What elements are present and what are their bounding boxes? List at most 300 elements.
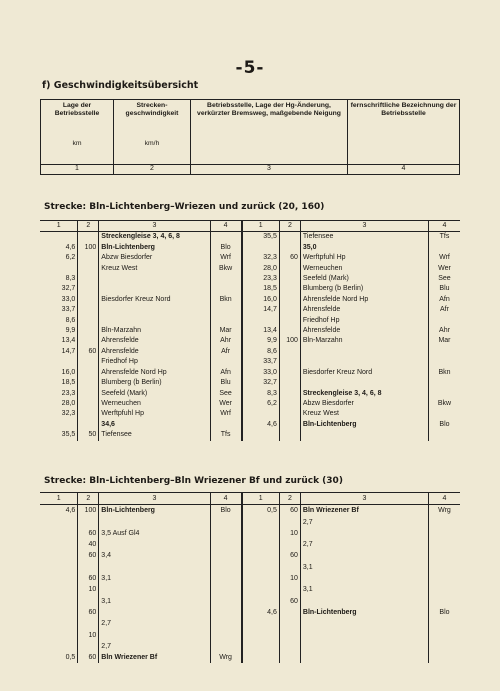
speed-cell <box>78 389 99 399</box>
code-cell: Wrf <box>428 253 460 263</box>
code-cell <box>210 618 242 629</box>
code-cell <box>210 517 242 528</box>
station-cell: Bln-Marzahn <box>300 336 428 346</box>
code-cell: Blu <box>210 378 242 388</box>
station-cell <box>99 630 210 641</box>
column-number: 1 <box>242 221 280 232</box>
km-cell <box>40 357 78 367</box>
speed-cell: 60 <box>279 550 300 561</box>
code-cell <box>210 305 242 315</box>
station-cell: Bln-Lichtenberg <box>300 420 428 430</box>
code-cell <box>210 584 242 595</box>
column-number: 2 <box>78 221 99 232</box>
speed-cell: 60 <box>279 505 300 517</box>
speed-cell <box>279 607 300 618</box>
speed-cell <box>78 562 99 573</box>
speed-cell <box>78 409 99 419</box>
page-number: -5- <box>235 58 265 78</box>
code-cell: Wrg <box>210 652 242 663</box>
station-cell <box>99 584 210 595</box>
station-cell: 2,7 <box>99 641 210 652</box>
header-num: 2 <box>114 165 191 175</box>
km-cell <box>40 596 78 607</box>
station-cell: Kreuz West <box>99 264 210 274</box>
speed-cell <box>279 584 300 595</box>
table-row <box>40 326 460 336</box>
km-cell <box>242 243 280 253</box>
station-cell: Kreuz West <box>300 409 428 419</box>
station-cell: Bln-Lichtenberg <box>99 505 210 517</box>
speed-cell: 100 <box>279 336 300 346</box>
table-row <box>40 550 460 561</box>
station-cell: Streckengleise 3, 4, 6, 8 <box>99 232 210 243</box>
speed-cell <box>279 652 300 663</box>
header-table <box>40 99 460 175</box>
station-cell: Abzw Biesdorfer <box>99 253 210 263</box>
table-row <box>40 539 460 550</box>
station-cell: 2,7 <box>300 517 428 528</box>
km-cell <box>40 562 78 573</box>
strecke2-table <box>40 492 460 663</box>
km-cell <box>40 517 78 528</box>
km-cell: 35,5 <box>61 431 76 439</box>
station-cell: Seefeld (Mark) <box>300 274 428 284</box>
station-cell: Ahrensfelde <box>300 326 428 336</box>
km-cell <box>242 539 280 550</box>
speed-cell <box>279 409 300 419</box>
code-cell <box>210 284 242 294</box>
km-cell: 33,7 <box>242 357 280 367</box>
code-cell <box>210 573 242 584</box>
station-cell: 3,5 Ausf Gl4 <box>99 528 210 539</box>
speed-cell: 100 <box>78 505 99 517</box>
km-cell: 28,0 <box>242 264 280 274</box>
station-cell <box>99 607 210 618</box>
table-row <box>40 652 460 663</box>
speed-cell <box>279 305 300 315</box>
table-row <box>40 295 460 305</box>
station-cell: 35,0 <box>300 243 428 253</box>
km-cell: 0,5 <box>65 654 76 662</box>
station-cell: Werftpfuhl Hp <box>300 253 428 263</box>
km-cell: 13,4 <box>242 326 280 336</box>
km-cell: 33,0 <box>242 368 280 378</box>
speed-cell <box>78 264 99 274</box>
code-cell: Bkw <box>428 399 460 409</box>
code-cell <box>428 409 460 419</box>
speed-cell: 40 <box>78 539 99 550</box>
table-row <box>40 630 460 641</box>
km-cell <box>40 264 78 274</box>
km-cell <box>242 630 280 641</box>
station-cell: Ahrensfelde Nord Hp <box>300 295 428 305</box>
km-cell <box>40 528 78 539</box>
speed-cell: 60 <box>279 253 300 263</box>
speed-cell <box>78 326 99 336</box>
station-cell <box>300 573 428 584</box>
table-row <box>40 336 460 346</box>
code-cell <box>210 641 242 652</box>
station-cell: Ahrensfelde Nord Hp <box>99 368 210 378</box>
km-cell: 32,3 <box>242 253 280 263</box>
speed-cell <box>78 232 99 243</box>
speed-cell <box>279 641 300 652</box>
code-cell <box>428 596 460 607</box>
speed-cell: 10 <box>78 584 99 595</box>
speed-cell <box>78 274 99 284</box>
station-cell: Friedhof Hp <box>300 316 428 326</box>
km-cell <box>242 652 280 663</box>
speed-cell <box>279 347 300 357</box>
km-cell <box>40 607 78 618</box>
station-cell <box>300 378 428 388</box>
speed-cell: 100 <box>78 243 99 253</box>
code-cell: Wer <box>428 264 460 274</box>
table-row <box>40 253 460 263</box>
km-cell <box>242 596 280 607</box>
station-cell: Blumberg (b Berlin) <box>300 284 428 294</box>
speed-cell: 60 <box>78 652 99 663</box>
code-cell <box>428 618 460 629</box>
km-cell: 23,3 <box>242 274 280 284</box>
speed-cell <box>78 368 99 378</box>
code-cell <box>428 539 460 550</box>
header-col4: fernschriftliche Bezeichnung der Betriebsstelle <box>348 100 460 165</box>
table-row <box>40 357 460 367</box>
km-cell: 0,5 <box>242 505 280 517</box>
column-number: 4 <box>210 493 242 505</box>
km-cell: 4,6 <box>65 507 76 515</box>
column-number: 3 <box>99 493 210 505</box>
station-cell: 2,7 <box>99 618 210 629</box>
code-cell <box>428 389 460 399</box>
km-cell: 16,0 <box>242 295 280 305</box>
station-cell <box>300 347 428 357</box>
code-cell <box>210 274 242 284</box>
column-number: 3 <box>300 493 428 505</box>
station-cell: 34,6 <box>99 420 210 430</box>
table-row <box>40 409 460 419</box>
code-cell: Blo <box>428 420 460 430</box>
speed-cell: 60 <box>78 528 99 539</box>
speed-cell <box>279 389 300 399</box>
km-cell: 8,6 <box>65 316 76 324</box>
header-num: 1 <box>41 165 114 175</box>
speed-cell <box>279 316 300 326</box>
column-number: 2 <box>279 221 300 232</box>
column-number: 3 <box>300 221 428 232</box>
station-cell: Biesdorfer Kreuz Nord <box>300 368 428 378</box>
km-cell <box>40 630 78 641</box>
speed-cell <box>279 284 300 294</box>
station-cell: Werneuchen <box>99 399 210 409</box>
station-cell: 3,1 <box>99 596 210 607</box>
station-cell: Blumberg (b Berlin) <box>99 378 210 388</box>
table-row <box>40 618 460 629</box>
station-cell <box>300 430 428 440</box>
station-cell <box>300 630 428 641</box>
speed-cell <box>279 430 300 440</box>
speed-cell <box>279 399 300 409</box>
column-number: 2 <box>279 493 300 505</box>
station-cell: 3,1 <box>300 562 428 573</box>
station-cell: Werneuchen <box>300 264 428 274</box>
station-cell: Friedhof Hp <box>99 357 210 367</box>
code-cell: Blo <box>210 243 242 253</box>
code-cell <box>428 357 460 367</box>
code-cell <box>428 630 460 641</box>
speed-cell: 10 <box>279 528 300 539</box>
speed-cell: 60 <box>78 607 99 618</box>
speed-cell <box>279 539 300 550</box>
km-cell: 32,7 <box>242 378 280 388</box>
column-number: 4 <box>210 221 242 232</box>
km-cell <box>40 641 78 652</box>
speed-cell <box>78 596 99 607</box>
code-cell: Wrf <box>210 253 242 263</box>
speed-cell <box>279 618 300 629</box>
code-cell <box>210 630 242 641</box>
km-cell: 18,5 <box>242 284 280 294</box>
code-cell: Bkn <box>428 368 460 378</box>
station-cell: Bln-Lichtenberg <box>300 607 428 618</box>
km-cell <box>40 618 78 629</box>
code-cell <box>210 550 242 561</box>
column-number: 4 <box>428 221 460 232</box>
km-cell: 9,9 <box>242 336 280 346</box>
code-cell <box>428 517 460 528</box>
column-number: 3 <box>99 221 210 232</box>
speed-cell <box>279 274 300 284</box>
table-row <box>40 399 460 409</box>
km-cell: 13,4 <box>61 337 76 345</box>
speed-cell <box>78 378 99 388</box>
header-col3: Betriebsstelle, Lage der Hg-Änderung, verkürzter Bremsweg, maßgebende Neigung <box>191 100 348 165</box>
km-cell <box>242 573 280 584</box>
speed-cell <box>78 357 99 367</box>
column-number: 1 <box>40 221 78 232</box>
code-cell: Blu <box>428 284 460 294</box>
code-cell <box>428 528 460 539</box>
speed-cell: 60 <box>78 550 99 561</box>
km-cell <box>242 430 280 440</box>
table-row <box>40 607 460 618</box>
code-cell <box>210 607 242 618</box>
column-number: 4 <box>428 493 460 505</box>
speed-cell <box>279 357 300 367</box>
km-cell <box>242 584 280 595</box>
speed-cell <box>279 243 300 253</box>
station-cell <box>99 274 210 284</box>
table-row <box>40 596 460 607</box>
speed-cell <box>279 295 300 305</box>
station-cell <box>300 618 428 629</box>
table-row <box>40 573 460 584</box>
speed-cell: 10 <box>279 573 300 584</box>
station-cell: 3,1 <box>99 573 210 584</box>
speed-cell <box>78 420 99 430</box>
km-cell <box>40 420 78 430</box>
speed-cell <box>279 378 300 388</box>
code-cell <box>428 347 460 357</box>
code-cell: Tfs <box>210 430 242 440</box>
speed-cell <box>78 295 99 305</box>
speed-cell <box>78 305 99 315</box>
speed-cell: 10 <box>78 630 99 641</box>
station-cell: Tiefensee <box>300 232 428 243</box>
station-cell: Streckengleise 3, 4, 6, 8 <box>300 389 428 399</box>
code-cell <box>428 652 460 663</box>
station-cell: Seefeld (Mark) <box>99 389 210 399</box>
km-cell: 18,5 <box>61 379 76 387</box>
table-row <box>40 347 460 357</box>
km-cell: 33,7 <box>61 306 76 314</box>
code-cell: Afn <box>428 295 460 305</box>
speed-cell <box>78 284 99 294</box>
table-row <box>40 528 460 539</box>
section-title: f) Geschwindigkeitsübersicht <box>42 80 199 91</box>
code-cell <box>428 316 460 326</box>
speed-cell <box>279 630 300 641</box>
station-cell <box>300 652 428 663</box>
speed-cell: 60 <box>279 596 300 607</box>
header-col1: Lage der Betriebsstelle km <box>41 100 114 165</box>
speed-cell <box>78 399 99 409</box>
km-cell: 9,9 <box>65 327 76 335</box>
km-cell <box>242 316 280 326</box>
station-cell <box>300 528 428 539</box>
speed-cell <box>78 253 99 263</box>
km-cell <box>242 528 280 539</box>
speed-cell <box>279 517 300 528</box>
table-row <box>40 316 460 326</box>
km-cell <box>40 584 78 595</box>
speed-cell <box>78 336 99 346</box>
speed-cell: 60 <box>78 573 99 584</box>
table-row <box>40 430 460 440</box>
code-cell: Blo <box>428 607 460 618</box>
code-cell: Ahr <box>210 336 242 346</box>
km-cell <box>40 232 78 243</box>
speed-cell <box>78 316 99 326</box>
km-cell: 23,3 <box>61 389 76 397</box>
station-cell <box>99 517 210 528</box>
code-cell <box>428 550 460 561</box>
km-cell <box>40 550 78 561</box>
table-row <box>40 264 460 274</box>
code-cell: Bkn <box>210 295 242 305</box>
code-cell: See <box>428 274 460 284</box>
speed-cell: 50 <box>78 430 99 440</box>
km-cell: 32,3 <box>61 410 76 418</box>
header-num: 4 <box>348 165 460 175</box>
km-cell: 4,6 <box>65 243 76 251</box>
code-cell: Mar <box>210 326 242 336</box>
code-cell <box>210 232 242 243</box>
station-cell: Ahrensfelde <box>99 347 210 357</box>
code-cell <box>210 357 242 367</box>
code-cell <box>428 573 460 584</box>
station-cell: 3,4 <box>99 550 210 561</box>
header-num: 3 <box>191 165 348 175</box>
column-number: 2 <box>78 493 99 505</box>
km-cell <box>40 573 78 584</box>
column-number: 1 <box>40 493 78 505</box>
station-cell: Bln-Marzahn <box>99 326 210 336</box>
station-cell <box>300 596 428 607</box>
table-row <box>40 641 460 652</box>
speed-cell <box>279 562 300 573</box>
speed-cell <box>279 368 300 378</box>
table-row <box>40 505 460 517</box>
km-cell <box>242 618 280 629</box>
speed-cell <box>279 420 300 430</box>
code-cell <box>210 420 242 430</box>
code-cell: Blo <box>210 505 242 517</box>
code-cell: Wrg <box>428 505 460 517</box>
km-cell <box>242 409 280 419</box>
strecke2-title: Strecke: Bln-Lichtenberg–Bln Wriezener Bf und zurück (30) <box>44 476 343 486</box>
km-cell <box>242 562 280 573</box>
speed-cell: 60 <box>78 347 99 357</box>
code-cell: Wrf <box>210 409 242 419</box>
code-cell <box>210 528 242 539</box>
table-row <box>40 232 460 243</box>
km-cell: 14,7 <box>61 347 76 355</box>
station-cell <box>300 641 428 652</box>
km-cell: 14,7 <box>242 305 280 315</box>
km-cell <box>242 517 280 528</box>
code-cell: Tfs <box>428 232 460 243</box>
km-cell: 8,6 <box>242 347 280 357</box>
speed-cell <box>78 517 99 528</box>
station-cell <box>300 550 428 561</box>
station-cell: Tiefensee <box>99 430 210 440</box>
table-row <box>40 389 460 399</box>
km-cell: 4,6 <box>242 607 280 618</box>
km-cell: 8,3 <box>242 389 280 399</box>
table-row <box>40 284 460 294</box>
station-cell: Ahrensfelde <box>99 336 210 346</box>
km-cell: 35,5 <box>242 232 280 243</box>
speed-cell <box>78 641 99 652</box>
code-cell <box>428 243 460 253</box>
code-cell: Afr <box>210 347 242 357</box>
station-cell: Bln Wriezener Bf <box>300 505 428 517</box>
station-cell <box>99 305 210 315</box>
km-cell: 6,2 <box>242 399 280 409</box>
station-cell <box>99 562 210 573</box>
station-cell <box>99 316 210 326</box>
strecke1-title: Strecke: Bln-Lichtenberg–Wriezen und zurück (20, 160) <box>44 202 325 212</box>
km-cell: 6,2 <box>65 254 76 262</box>
table-row <box>40 368 460 378</box>
code-cell <box>210 562 242 573</box>
km-cell: 16,0 <box>61 368 76 376</box>
table-row <box>40 305 460 315</box>
speed-cell <box>279 264 300 274</box>
header-col2: Strecken-geschwindigkeit km/h <box>114 100 191 165</box>
table-row <box>40 562 460 573</box>
table-row <box>40 420 460 430</box>
km-cell: 8,3 <box>65 275 76 283</box>
km-cell <box>242 641 280 652</box>
code-cell <box>428 641 460 652</box>
code-cell: Wer <box>210 399 242 409</box>
code-cell <box>210 539 242 550</box>
table-row <box>40 517 460 528</box>
code-cell: See <box>210 389 242 399</box>
